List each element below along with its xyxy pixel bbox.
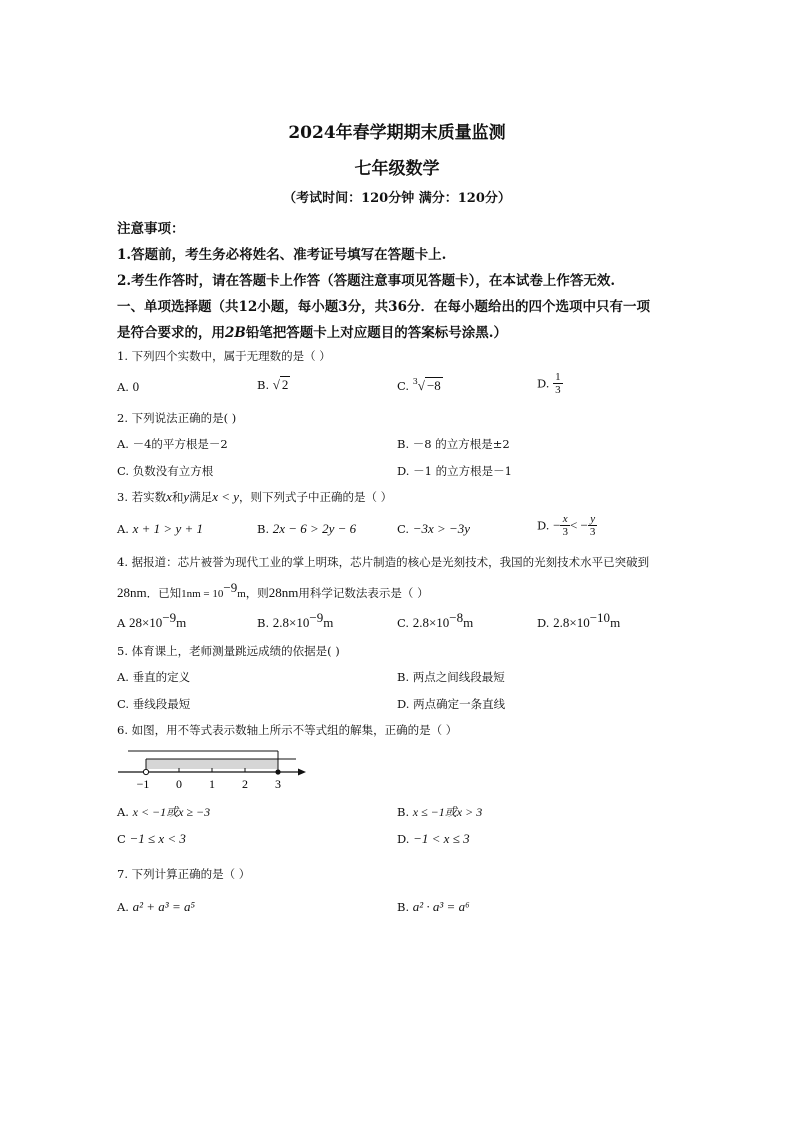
q4-b-exp: −9: [309, 610, 324, 625]
q5-stem: 5. 体育课上，老师测量跳远成绩的依据是( ): [117, 644, 340, 658]
q6-c-label: C: [117, 832, 126, 846]
solid-point-3: [275, 769, 280, 774]
q1-option-b: [257, 377, 290, 393]
tick-label: 2: [242, 777, 248, 791]
q3-stem-a: 3. 若实数: [117, 490, 167, 504]
q4-a-exp: −9: [162, 610, 177, 625]
tick-label: 1: [209, 777, 215, 791]
q4-option-d: [537, 610, 620, 631]
q4-option-c: [397, 610, 473, 631]
q7-option-a: [117, 899, 195, 915]
q2-option-d: D. －1 的立方根是－1: [397, 464, 512, 478]
q1-d-label: D.: [537, 376, 550, 391]
q3-stem-condition: x < y: [212, 489, 240, 504]
q6-b-expr: x ≤ −1或x > 3: [412, 805, 483, 819]
q2-stem: 2. 下列说法正确的是( ): [117, 411, 237, 425]
q3-stem: [117, 489, 392, 505]
q3-d-label: D.: [537, 518, 550, 533]
q4-value-28nm-2: 28nm: [268, 584, 299, 600]
q3-d-num-x: x: [560, 513, 570, 526]
q1-d-fraction: [553, 371, 563, 396]
q4-c-base: 2.8×10: [412, 614, 450, 630]
q1-c-index: 3: [412, 377, 418, 386]
q5-option-c: C. 垂线段最短: [117, 697, 191, 711]
q3-option-b: [257, 521, 356, 537]
section1-line2-a: 是符合要求的，用: [117, 325, 225, 341]
q3-a-label: A.: [117, 522, 129, 536]
q3-stem-c: ，则下列式子中正确的是（ ）: [239, 490, 393, 504]
q4-d-label: D.: [537, 615, 550, 630]
q7-option-b: [397, 899, 470, 915]
q4-b-base: 2.8×10: [272, 614, 310, 630]
q7-a-expr: a² + a³ = a⁵: [132, 899, 195, 914]
q4-d-base: 2.8×10: [553, 614, 590, 630]
number-line-figure: [110, 744, 320, 796]
q4-c-label: C.: [397, 615, 410, 630]
q4-nm-unit: m: [237, 587, 246, 600]
q6-stem: 6. 如图，用不等式表示数轴上所示不等式组的解集，正确的是（ ）: [117, 723, 458, 737]
q5-option-b: B. 两点之间线段最短: [397, 670, 505, 684]
q3-option-c: [397, 521, 470, 537]
q4-line2-a: ．已知: [146, 585, 182, 600]
q3-b-label: B.: [257, 522, 270, 536]
q6-option-c: [117, 831, 186, 847]
q6-a-expr: x < −1或x ≥ −3: [132, 805, 211, 819]
section1-line2-b: 铅笔把答题卡上对应题目的答案标号涂黑.）: [245, 325, 508, 341]
q5-option-a: A. 垂直的定义: [117, 670, 191, 684]
q4-d-unit: m: [610, 614, 621, 630]
q4-option-a: [117, 610, 186, 631]
q3-option-d: [537, 513, 597, 538]
section1-line2-var: 2B: [225, 325, 246, 341]
q1-a-value: 0: [132, 379, 140, 394]
tick-label: −1: [136, 777, 150, 791]
q3-d-fraction-y: [588, 513, 598, 538]
q2-option-a: A. －4的平方根是－2: [117, 437, 228, 451]
notes-heading: 注意事项：: [117, 221, 185, 237]
q3-d-fraction-x: [560, 513, 570, 538]
section1-line2: [117, 321, 507, 341]
q3-stem-and: 和: [171, 490, 184, 504]
q1-c-label: C.: [397, 379, 410, 393]
exam-title: 2024年春学期期末质量监测: [288, 123, 506, 143]
q1-stem: 1. 下列四个实数中，属于无理数的是（ ）: [117, 349, 331, 363]
tick-label: 3: [275, 777, 281, 791]
q4-a-unit: m: [176, 614, 187, 630]
q7-a-label: A.: [117, 900, 129, 914]
q6-d-expr: −1 < x ≤ 3: [413, 831, 470, 846]
sqrt-sign: √: [272, 377, 280, 392]
q4-value-28nm: 28nm: [117, 584, 147, 600]
q3-c-expr: −3x > −3y: [412, 521, 471, 536]
cbrt-sign: √: [417, 378, 425, 393]
q6-b-label: B.: [397, 805, 410, 819]
q6-c-expr: −1 ≤ x < 3: [129, 831, 186, 846]
q4-b-label: B.: [257, 615, 270, 630]
q3-d-less-than: < −: [569, 517, 588, 533]
exam-subtitle: 七年级数学: [354, 159, 440, 179]
q5-option-d: D. 两点确定一条直线: [397, 697, 506, 711]
exam-info: （考试时间：120分钟 满分：120分）: [283, 191, 511, 206]
q1-d-numerator: 1: [555, 371, 561, 383]
q3-d-minus: −: [553, 517, 561, 533]
q2-option-c: C. 负数没有立方根: [117, 464, 214, 478]
q4-line1: 4. 据报道：芯片被誉为现代工业的掌上明珠，芯片制造的核心是光刻技术，我国的光刻技术水平已突破到: [117, 555, 650, 569]
q1-d-denominator: 3: [555, 384, 561, 396]
tick-label: 0: [176, 777, 182, 791]
q3-stem-y: y: [183, 489, 190, 504]
q4-nm-exp: −9: [223, 580, 238, 595]
q6-option-b: [397, 803, 482, 820]
q6-option-d: [397, 831, 470, 847]
q3-b-expr: 2x − 6 > 2y − 6: [272, 521, 357, 536]
q1-option-a: [117, 379, 139, 395]
q4-line2-b: ，则: [245, 585, 269, 600]
axis-arrow-icon: [298, 769, 306, 776]
q1-b-value: 2: [281, 377, 289, 392]
q1-c-value: −8: [426, 378, 441, 393]
q4-nm-definition: 1nm = 10: [181, 587, 224, 600]
q4-line2-c: 用科学记数法表示是（ ）: [298, 585, 429, 600]
q3-stem-x: x: [166, 489, 172, 504]
q2-option-b: B. －8 的立方根是±2: [397, 437, 510, 451]
q1-option-d: [537, 371, 563, 396]
solution-shade: [146, 759, 278, 769]
section1-line1: 一、单项选择题（共12小题，每小题3分，共36分．在每小题给出的四个选项中只有一项: [117, 299, 650, 315]
notes-item-1: 1.答题前，考生务必将姓名、准考证号填写在答题卡上.: [117, 247, 447, 263]
q3-option-a: [117, 521, 203, 537]
q3-a-expr: x + 1 > y + 1: [132, 521, 203, 536]
q3-d-den-x: 3: [562, 526, 568, 538]
q4-c-unit: m: [463, 614, 474, 630]
q1-a-label: A.: [117, 380, 129, 394]
q1-option-c: [397, 377, 443, 394]
q4-a-base: 28×10: [128, 614, 163, 630]
open-point-minus-1: [143, 769, 148, 774]
q4-a-label: A: [117, 615, 126, 630]
q6-d-label: D.: [397, 832, 410, 846]
q6-option-a: [117, 803, 210, 820]
q7-b-label: B.: [397, 900, 410, 914]
q4-option-b: [257, 610, 333, 631]
q4-c-exp: −8: [449, 610, 464, 625]
q6-a-label: A.: [117, 805, 129, 819]
q4-d-exp: −10: [589, 610, 611, 625]
q3-stem-b: 满足: [189, 490, 213, 504]
q3-d-den-y: 3: [589, 526, 596, 538]
q4-b-unit: m: [323, 614, 334, 630]
q3-c-label: C.: [397, 522, 410, 536]
q7-stem: 7. 下列计算正确的是（ ）: [117, 867, 251, 881]
q1-b-label: B.: [257, 378, 270, 392]
q4-line2: [117, 580, 429, 601]
q3-d-num-y: y: [588, 513, 598, 526]
q7-b-expr: a² · a³ = a⁶: [412, 899, 470, 914]
notes-item-2: 2.考生作答时，请在答题卡上作答（答题注意事项见答题卡），在本试卷上作答无效.: [117, 273, 616, 289]
